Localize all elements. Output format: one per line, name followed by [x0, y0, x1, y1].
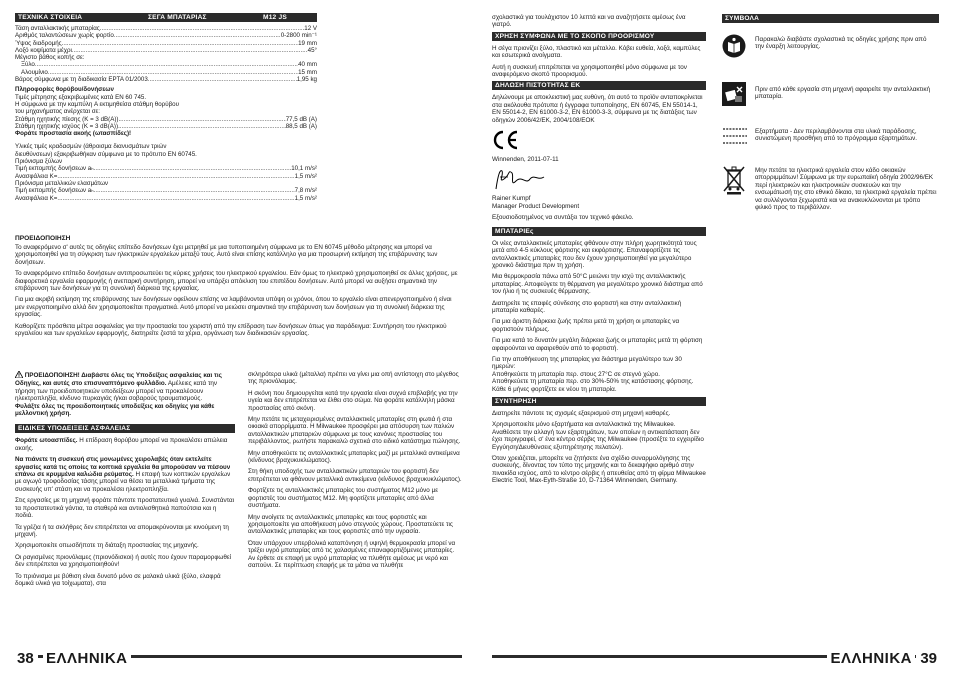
- spec-label: Τάση ανταλλακτικής μπαταρίας: [15, 25, 100, 32]
- mid-paragraph: Μην πετάτε τις μεταχειρισμένες ανταλλακτικές μπαταρίες στη φωτιά ή στα οικιακά απορρίμματα. Η Milwaukee προσφέρει μια απόσυρση των παλιών ανταλλακτικών μπαταριών σύμφωνα με τους κανόνες προστασίας του περιβάλλοντος, ρωτήστε παρακαλώ σχετικά στο ειδικό κατάστημα πώλησης.: [248, 416, 461, 446]
- spec-row: [15, 116, 317, 123]
- purpose-paragraph: Αυτή η συσκευή επιτρέπεται να χρησιμοποιηθεί μόνο σύμφωνα με τον αναφερόμενο σκοπό προορισμού.: [492, 63, 687, 79]
- safety-bold: Φοράτε ωτοασπίδες.: [15, 437, 78, 445]
- noise-line: Η σύμφωνα με την καμπύλη A εκτιμηθείσα στάθμη θορύβου: [15, 100, 179, 108]
- mid-paragraph: Φορτίζετε τις ανταλλακτικές μπαταρίες του συστήματος M12 μόνο με φορτιστές του συστήματος M12. Μη φορτίζετε μπαταρίες από άλλα συστήματα.: [248, 487, 438, 510]
- footer-right: [492, 650, 939, 667]
- spec-table: [15, 25, 317, 202]
- safety-bar: ΕΙΔΙΚΕΣ ΥΠΟΔΕΙΞΕΙΣ ΑΣΦΑΛΕΙΑΣ: [15, 424, 235, 433]
- battery-paragraph: Οι νέες ανταλλακτικές μπαταρίες φθάνουν στην πλήρη χωρητικότητά τους μετά από 4-5 κύκλους φόρτισης και εκφόρτισης. Επαναφορτίζετε τις ανταλλακτικές μπαταρίες που δεν έχουν χρησιμοποιηθεί για μεγαλύτερο χρονικό διάστημα πριν τη χρήση.: [492, 239, 697, 269]
- warning-paragraph: Το αναφερόμενο σ' αυτές τις οδηγίες επίπεδο δονήσεων έχει μετρηθεί με μια τυποποιημένη σύμφωνα με το EN 60745 μέθοδο μέτρησης και μπορεί να χρησιμοποιηθεί για τη σύγκριση των ηλεκτρικών εργαλείων μεταξύ τους. Αυτό είναι επίσης κατάλληλο για μια προσωρινή εκτίμηση της επιβάρυνσης των δονήσεων.: [15, 244, 438, 266]
- language-label: ΕΛΛΗΝΙΚΑ: [43, 650, 131, 667]
- spec-value: 88,5 dB (A): [285, 122, 317, 130]
- spec-value: 15 mm: [298, 68, 317, 76]
- ear-protection-note: Φοράτε προστασία ακοής (ωτασπίδες)!: [15, 130, 132, 138]
- mid-paragraph: Στη θήκη υποδοχής των ανταλλακτικών μπαταριών του φορτιστή δεν επιτρέπεται να φθάνουν μεταλλικά αντικείμενα (κίνδυνος βραχυκυκλώματος).: [248, 468, 462, 483]
- maintenance-paragraph: Χρησιμοποιείτε μόνο εξαρτήματα και ανταλλακτικά της Milwaukee. Αναθέσετε την αλλαγή των εξαρτημάτων, των οποίων η αντικατάσταση δεν έχει περιγραφεί, σ' ένα κέντρο σέρβις της Milwaukee (προσέξτε το εγχειρίδιο Εγγύηση/Διευθύνσεις εξυπηρέτησης πελατών).: [492, 421, 704, 451]
- spec-value: 0-2800 min⁻¹: [280, 32, 317, 40]
- warning-paragraph: Το αναφερόμενο επίπεδο δονήσεων αντιπροσωπεύει τις κύριες χρήσεις του ηλεκτρικού εργαλείου. Εάν όμως το ηλεκτρικό χρησιμοποιηθεί σε άλλες χρήσεις, με διαφορετικά εργαλεία εφαρμογής ή ανεπαρκή συντήρηση, μπορεί να υπάρξει απόκλιση του επιπέδου δονήσεων. Αυτό μπορεί να αυξήσει σημαντικά την επιβάρυνση των δονήσεων για τη συνολική διάρκεια της εργασίας.: [15, 270, 458, 293]
- spec-value: 10,1 m/s²: [291, 165, 317, 173]
- caution-keep: Φυλάξτε όλες τις προειδοποιητικές υποδείξεις και οδηγίες για κάθε μελλοντική χρήση.: [15, 402, 215, 418]
- mid-paragraph: Η σκόνη που δημιουργείται κατά την εργασία είναι συχνά επιβλαβής για την υγεία και δεν επιτρέπεται να έλθει στο σώμα. Να φοράτε κατάλληλη μάσκα προστασίας από σκόνη.: [248, 389, 458, 412]
- signature: [492, 165, 706, 195]
- mid-paragraph: Μην ανοίγετε τις ανταλλακτικές μπαταρίες και τους φορτιστές και χρησιμοποιείτε για αποθήκευση μόνο στεγνούς χώρους. Προστατεύετε τις ανταλλακτικές μπαταρίες και τους φορτιστές από την υγρασία.: [248, 513, 453, 536]
- spec-row: [15, 123, 317, 130]
- right-page: [477, 0, 954, 677]
- safety-text: Τα γρέζια ή τα σκλήθρες δεν επιτρέπεται να απομακρύνονται με κινούμενη τη μηχανή.: [15, 523, 229, 538]
- spec-row: [15, 25, 317, 32]
- caution-text: Αμέλειες κατά την τήρηση των προειδοποιητικών υποδείξεων μπορεί να προκαλέσουν ηλεκτροπληξία, κίνδυνο πυρκαγιάς ή/και σοβαρούς τραυματισμούς.: [15, 380, 218, 403]
- accessories-icon: [722, 126, 748, 151]
- spec-label: Ανασφάλεια K=: [15, 194, 58, 202]
- left-column: [15, 371, 235, 591]
- footer-left: [15, 650, 462, 667]
- spec-label: Στάθμη ηχητικής πίεσης (K = 3 dB(A)): [15, 115, 119, 123]
- mid-paragraph: σκληρότερα υλικά (μέταλλα) πρέπει να γίνει μια οπή αντίστοιχη στο μέγεθος της πριονόλαμας.: [248, 371, 459, 386]
- spec-value: 1,95 kg: [296, 76, 317, 84]
- vib-line: διευθύνσεων) εξακριβωθήκαν σύμφωνα με το πρότυπο EN 60745.: [15, 150, 197, 158]
- spec-label: Αλουμίνιο: [21, 68, 48, 76]
- noise-title: Πληροφορίες θορύβου/δονήσεων: [15, 86, 114, 94]
- mid-paragraph: Μην αποθηκεύετε τις ανταλλακτικές μπαταρίες μαζί με μεταλλικά αντικείμενα (κίνδυνος βραχυκυκλώματος).: [248, 449, 460, 465]
- safety-text: Η επαφή των κοπτικών εργαλείων με αγωγό τροφοδοσίας τάσης μπορεί να θέσει τα μεταλλικά τμήματα της συσκευής υπ' στάση και να προκαλέσει ηλεκτροπληξία.: [15, 471, 231, 493]
- spec-row: [15, 47, 317, 54]
- safety-paragraph: [15, 497, 235, 519]
- spec-label: Τιμή εκπομπής δονήσεων aₕ: [15, 165, 94, 173]
- spec-label: Στάθμη ηχητικής ισχύος (K = 3 dB(A)): [15, 122, 119, 130]
- symbol-text: Εξαρτήματα - Δεν περιλαμβάνονται στα υλικά παράδοσης, συνιστώμενη προσθήκη από το πρόγραμμα εξαρτημάτων.: [755, 128, 918, 143]
- spec-header-col2: ΣΕΓΑ ΜΠΑΤΑΡΙΑΣ: [148, 14, 207, 21]
- spec-value: 7,8 m/s²: [294, 187, 317, 195]
- spec-row: [15, 76, 317, 83]
- spec-header-bar: [15, 13, 317, 22]
- safety-paragraph: [15, 456, 235, 493]
- place-date: Winnenden, 2011-07-11: [492, 156, 559, 164]
- spec-header-col3: M12 JS: [263, 14, 287, 21]
- safety-text: Η επίδραση θορύβου μπορεί να προκαλέσει απώλεια ακοής.: [15, 437, 228, 452]
- mid-paragraph: Όταν υπάρχουν υπερβολικά καταπόνηση ή υψηλή θερμοκρασία μπορεί να τρέξει υγρό μπαταρίας από τις χαλασμένες επαναφορτιζόμενες μπαταρίες. Αν έρθετε σε επαφή με υγρό μπαταρίας να πλυθήτε αμέσως με νερό και σαπούνι. Σε περίπτωση επαφής με τα μάτια να πλυθήτε: [248, 539, 456, 569]
- maintenance-paragraph: Όταν χρειάζεται, μπορείτε να ζητήσετε ένα σχέδιο συναρμολόγησης της συσκευής, δίνοντας τον τύπο της μηχανής και το δεκαψήφιο αριθμό στην πινακίδα ισχύος, από το κέντρο σέρβις ή απευθείας από τη φίρμα Milwaukee Electric Tool, Max-Eyth-Straße 10, D-71364 Winnenden, Germany.: [492, 455, 706, 485]
- vib-line: Υλικές τιμές κραδασμών (άθροισμα διανυσμάτων τριών: [15, 143, 167, 151]
- battery-bar: ΜΠΑΤΑΡΙΕς: [492, 227, 706, 236]
- safety-text: Χρησιμοποιείτε οπωσδήποτε τη διάταξη προστασίας της μηχανής.: [15, 542, 199, 550]
- declaration-bar: ΔΗΛΩΣΗ ΠΙΣΤΟΤΗΤΑΣ ΕΚ: [492, 81, 706, 90]
- signer-title: Manager Product Development: [492, 202, 580, 210]
- symbol-text: Πριν από κάθε εργασία στη μηχανή αφαιρείτε την ανταλλακτική μπαταρία.: [755, 86, 931, 101]
- remove-battery-icon: [722, 82, 746, 111]
- spec-label: Αριθμός ταλαντώσεων χωρίς φορτίο: [15, 32, 114, 40]
- right-main-column: [492, 14, 706, 489]
- spec-row: [15, 54, 317, 61]
- spec-row: [15, 195, 317, 202]
- vib-metal-title: Πριόνισμα μεταλλικών ελασμάτων: [15, 179, 109, 187]
- spec-row: [15, 40, 317, 47]
- spec-label: Βάρος σύμφωνα με τη διαδικασία EPTA 01/2003: [15, 76, 148, 84]
- purpose-bar: ΧΡΗΣΗ ΣΥΜΦΩΝΑ ΜΕ ΤΟ ΣΚΟΠΟ ΠΡΟΟΡΙΣΜΟΥ: [492, 32, 706, 41]
- battery-paragraph: Διατηρείτε τις επαφές σύνδεσης στο φορτιστή και στην ανταλλακτική μπαταρία καθαρές.: [492, 299, 682, 314]
- ce-mark-icon: [492, 130, 706, 154]
- warning-text: [15, 244, 462, 341]
- warning-title: ΠΡΟΕΙΔΟΠΟΙΗΣΗ: [15, 235, 71, 242]
- symbols-bar: ΣΥΜΒΟΛΑ: [722, 14, 939, 23]
- warning-triangle-icon: [15, 371, 23, 380]
- spec-row: [15, 165, 317, 172]
- spec-row: [15, 187, 317, 194]
- spec-row: [15, 32, 317, 39]
- spec-value: 45°: [307, 46, 317, 54]
- battery-paragraph: Για την αποθήκευση της μπαταρίας για διάστημα μεγαλύτερο των 30 ημερών: Αποθηκεύετε τη μπαταρία περ. στους 27°C σε στεγνό χώρο. Αποθηκεύετε τη μπαταρία περ. στο 30%-50% της κατάστασης φόρτισης. Κάθε 6 μήνες φορτίζετε εκ νέου τη μπαταρία.: [492, 355, 694, 393]
- continued-text: σχολαστικά για τουλάχιστον 10 λεπτά και να αναζητήσετε αμέσως ένα γιατρό.: [492, 14, 686, 29]
- battery-paragraph: Για μια κατά το δυνατόν μεγάλη διάρκεια ζωής οι μπαταρίες μετά τη φόρτιση αφαιρούνται να αφαιρεθούν από το φορτιστή.: [492, 337, 703, 352]
- battery-paragraph: Για μια άριστη διάρκεια ζωής πρέπει μετά τη χρήση οι μπαταρίες να φορτιστούν πλήρως.: [492, 318, 680, 333]
- safety-paragraph: [15, 573, 235, 588]
- caution-bold: ΠΡΟΕΙΔΟΠΟΙΗΣΗ! Διαβάστε όλες τις Υποδείξεις ασφαλείας και τις Οδηγίες, και αυτές στο επισυναπτόμενο φυλλάδιο.: [15, 372, 222, 388]
- warning-paragraph: Καθορίζετε πρόσθετα μέτρα ασφαλείας για την προστασία του χειριστή από την επίδραση των δονήσεων όπως για παράδειγμα: Συντήρηση του ηλεκτρικού εργαλείου και των εργαλείων εφαρμογής, διατηρείτε ζεστά τα χέρια, οργάνωση των διαδικασιών εργασίας.: [15, 322, 447, 338]
- spec-header-col1: ΤΕΧΝΙΚΑ ΣΤΟΙΧΕΙΑ: [18, 14, 83, 21]
- spec-label: Ξύλο: [21, 61, 35, 69]
- noise-line: Τιμές μέτρησης εξακριβωμένες κατά EN 60 745.: [15, 93, 147, 101]
- maintenance-bar: ΣΥΝΤΗΡΗΣΗ: [492, 397, 706, 406]
- spec-row: [15, 61, 317, 68]
- spec-label: Λοξό κοψίματα μέχρι: [15, 46, 72, 54]
- spec-row: [15, 69, 317, 76]
- safety-paragraph: [15, 554, 235, 569]
- safety-paragraph: [15, 542, 235, 549]
- page-number: 39: [916, 650, 939, 667]
- spec-label: Μέγιστο βάθος κοπής σε:: [15, 54, 85, 62]
- declaration-text: Δηλώνουμε με αποκλειστική μας ευθύνη, ότι αυτό το προϊόν ανταποκρίνεται στα ακόλουθα πρότυπα ή έγγραφα τυποποίησης, EN 60745, EN 55014-1, EN 55014-2, EN 61000-3-2, EN 61000-3-3, σύμφωνα με τις διατάξεις των οδηγιών 2006/42/EK, 2004/108/EOK: [492, 94, 703, 124]
- authorized-text: Εξουσιοδοτημένος να συντάξει τον τεχνικό φάκελο.: [492, 214, 634, 222]
- page-number: 38: [15, 650, 38, 667]
- safety-paragraph: [15, 437, 235, 452]
- spec-row: [15, 173, 317, 180]
- safety-text: Οι ραγισμένες πριονόλαμες (πριονόδισκοι) ή αυτές που έχουν παραμορφωθεί δεν επιτρέπεται να χρησιμοποιηθούν!: [15, 553, 232, 569]
- symbol-text: Παρακαλώ διαβάστε σχολαστικά τις οδηγίες χρήσης πριν από την έναρξη λειτουργίας.: [755, 36, 927, 51]
- language-label: ΕΛΛΗΝΙΚΑ: [827, 650, 915, 667]
- signer-name: Rainer Kumpf: [492, 195, 531, 203]
- safety-bold: Να πιάνετε τη συσκευή στις μονωμένες χειρολαβές όταν εκτελείτε εργασίες κατά τις οποίες τα κοπτικά εργαλεία θα μπορούσαν να πέσουν επάνω σε κρυμμένα καλώδια ρεύματος.: [15, 456, 231, 479]
- purpose-paragraph: Η σέγα πριονίζει ξύλο, πλαστικό και μέταλλο. Κόβει ευθεία, λοξά, καμπύλες και εσωτερικά ανοίγματα.: [492, 44, 701, 60]
- safety-paragraph: [15, 524, 235, 539]
- spec-value: 1,5 m/s²: [294, 172, 317, 180]
- spec-value: 1,5 m/s²: [294, 194, 317, 202]
- symbol-text: Μην πετάτε τα ηλεκτρικά εργαλεία στον κάδο οικιακών απορριμμάτων! Σύμφωνα με την ευρωπαϊκή οδηγία 2002/96/ΕΚ περί ηλεκτρικών και ηλεκτρονικών συσκευών και την ενσωμάτωσή της στο εθνικό δίκαιο, τα ηλεκτρικά εργαλεία πρέπει να συλλέγονται ξεχωριστά και να ανακυκλώνονται με τρόπο φιλικό προς το περιβάλλον.: [755, 167, 937, 212]
- spec-value: 40 mm: [298, 61, 317, 69]
- safety-text: Στις εργασίες με τη μηχανή φοράτε πάντοτε προστατευτικά γυαλιά. Συνιστάνται τα προστατευτικά γάντια, τα σταθερά και αντιολισθητικά παπούτσια και η ποδιά.: [15, 497, 235, 520]
- noise-line: του μηχανήματος ανέρχεται σε:: [15, 108, 101, 116]
- warning-paragraph: Για μια ακριβή εκτίμηση της επιβάρυνσης των δονήσεων οφείλουν επίσης να λαμβάνονται υπόψη οι χρόνοι, όπου το εργαλείο είναι απενεργοποιημένο ή είναι μεν ενεργοποιημένο αλλά δεν χρησιμοποιείται πραγματικά. Αυτό μπορεί να μειώσει σημαντικά την επιβάρυνση των δονήσεων για τη συνολική διάρκεια της εργασίας.: [15, 296, 452, 319]
- spec-label: Ύψος διαδρομής: [15, 39, 62, 47]
- spec-value: 12 V: [304, 25, 317, 32]
- read-manual-icon: [722, 34, 746, 63]
- vib-line: Πριόνισμα ξύλων: [15, 158, 63, 166]
- battery-paragraph: Μια θερμοκρασία πάνω από 50°C μειώνει την ισχύ της ανταλλακτικής μπαταρίας. Αποφεύγετε τη θέρμανση για μεγαλύτερο χρονικό διάστημα από τον ήλιο ή τις συσκευές θέρμανσης.: [492, 273, 703, 296]
- spec-label: Τιμή εκπομπής δονήσεων aₕ: [15, 187, 94, 195]
- spec-label: Ανασφάλεια K=: [15, 172, 58, 180]
- middle-column: [248, 371, 462, 573]
- spec-value: 19 mm: [298, 39, 317, 47]
- spec-value: 77,5 dB (A): [285, 115, 317, 123]
- safety-text: Το πριόνισμα με βύθιση είναι δυνατό μόνο σε μαλακά υλικά (ξύλο, ελαφρά δομικά υλικά για τοίχωματα), στα: [15, 572, 221, 587]
- weee-bin-icon: [722, 165, 746, 200]
- maintenance-paragraph: Διατηρείτε πάντοτε τις σχισμές εξαερισμού στη μηχανή καθαρές.: [492, 410, 671, 417]
